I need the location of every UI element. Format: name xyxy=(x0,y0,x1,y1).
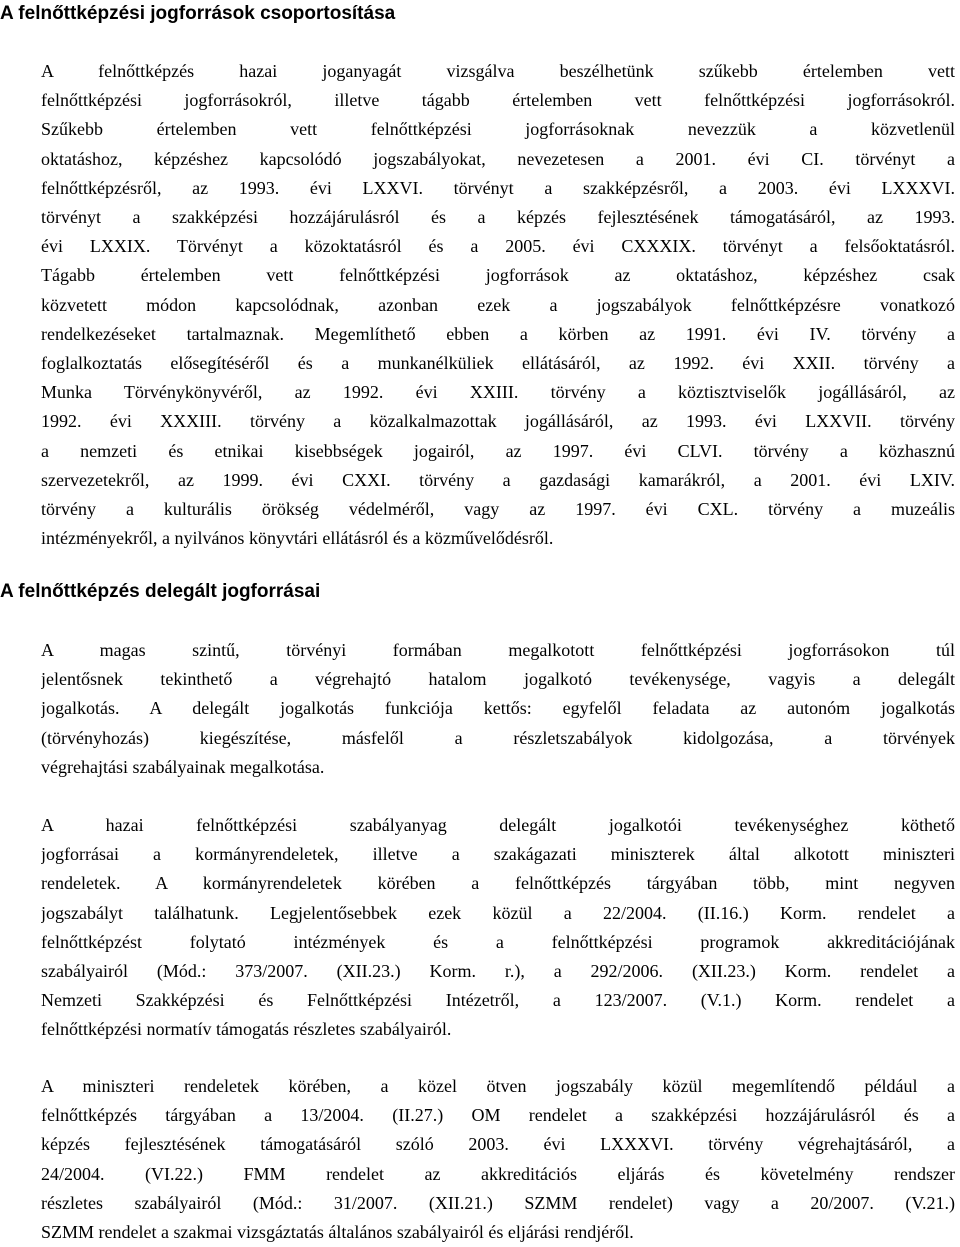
text-line: felnőttképzésről, az 1993. évi LXXVI. törvényt a szakképzésről, a 2003. évi LXXXVI. xyxy=(41,177,955,198)
text-line: felnőttképzést folytató intézmények és a felnőttképzési programok akkreditációjának xyxy=(41,931,955,952)
text-line: felnőttképzés tárgyában a 13/2004. (II.27.) OM rendelet a szakképzési hozzájárulásról és a xyxy=(41,1105,955,1126)
text-line: felnőttképzési normatív támogatás részletes szabályairól. xyxy=(41,1019,452,1040)
text-line: jogalkotás. A delegált jogalkotás funkciója kettős: egyfelől feladata az autonóm jogalkotás xyxy=(41,698,955,719)
text-line: Munka Törvénykönyvéről, az 1992. évi XXIII. törvény a köztisztviselők jogállásáról, az xyxy=(41,382,955,403)
text-line: a nemzeti és etnikai kisebbségek jogairól, az 1997. évi CLVI. törvény a közhasznú xyxy=(41,440,955,461)
text-line: jogforrásai a kormányrendeletek, illetve a szakágazati miniszterek által alkotott miniszteri xyxy=(41,844,955,865)
section-heading-delegated: A felnőttképzés delegált jogforrásai xyxy=(0,581,321,602)
paragraph-kormanyrendeletek xyxy=(41,811,955,1045)
text-line: intézményekről, a nyilvános könyvtári ellátásról és a közművelődésről. xyxy=(41,528,554,549)
text-line: A miniszteri rendeletek körében, a közel ötven jogszabály közül megemlítendő például a xyxy=(41,1076,955,1096)
text-line: Tágabb értelemben vett felnőttképzési jogforrások az oktatáshoz, képzéshez csak xyxy=(41,265,955,286)
text-line: közvetett módon kapcsolódnak, azonban ezek a jogszabályok felnőttképzésre vonatkozó xyxy=(41,294,955,315)
section-heading-groups: A felnőttképzési jogforrások csoportosítása xyxy=(0,3,396,24)
paragraph-jogforrasok-csoportositasa xyxy=(41,57,955,553)
text-line: Nemzeti Szakképzési és Felnőttképzési Intézetről, a 123/2007. (V.1.) Korm. rendelet a xyxy=(41,990,955,1011)
text-line: jelentősnek tekinthető a végrehajtó hatalom jogalkotó tevékenysége, vagyis a delegált xyxy=(41,669,955,690)
text-line: részletes szabályairól (Mód.: 31/2007. (XII.21.) SZMM rendelet) vagy a 20/2007. (V.21.) xyxy=(41,1192,955,1213)
text-line: szervezetekről, az 1999. évi CXXI. törvény a gazdasági kamarákról, a 2001. évi LXIV. xyxy=(41,469,955,490)
text-line: felnőttképzési jogforrásokról, illetve tágabb értelemben vett felnőttképzési jogforrásokról. xyxy=(41,90,955,111)
text-line: A felnőttképzés hazai joganyagát vizsgálva beszélhetünk szűkebb értelemben vett xyxy=(41,61,955,81)
text-line: SZMM rendelet a szakmai vizsgáztatás általános szabályairól és eljárási rendjéről. xyxy=(41,1222,634,1243)
text-line: jogszabályt találhatunk. Legjelentősebbek ezek közül a 22/2004. (II.16.) Korm. rendelet a xyxy=(41,902,955,923)
text-line: képzés fejlesztésének támogatásáról szóló 2003. évi LXXXVI. törvény végrehajtásáról, a xyxy=(41,1134,955,1155)
text-line: A hazai felnőttképzési szabályanyag delegált jogalkotói tevékenységhez köthető xyxy=(41,815,955,835)
text-line: oktatáshoz, képzéshez kapcsolódó jogszabályokat, nevezetesen a 2001. évi CI. törvényt a xyxy=(41,148,955,169)
text-line: évi LXXIX. Törvényt a közoktatásról és a 2005. évi CXXXIX. törvényt a felsőoktatásról. xyxy=(41,236,955,257)
text-line: A magas szintű, törvényi formában megalkotott felnőttképzési jogforrásokon túl xyxy=(41,640,955,660)
text-line: törvény a kulturális örökség védelméről, vagy az 1997. évi CXL. törvény a muzeális xyxy=(41,499,955,520)
text-line: foglalkoztatás elősegítéséről és a munkanélküliek ellátásáról, az 1992. évi XXII. törvény a xyxy=(41,353,955,374)
text-line: törvényt a szakképzési hozzájárulásról és a képzés fejlesztésének támogatásáról, az 1993. xyxy=(41,207,955,228)
text-line: 1992. évi XXXIII. törvény a közalkalmazottak jogállásáról, az 1993. évi LXXVII. törvény xyxy=(41,411,955,432)
paragraph-delegalt-jogalkotas xyxy=(41,636,955,782)
text-line: szabályairól (Mód.: 373/2007. (XII.23.) Korm. r.), a 292/2006. (XII.23.) Korm. rendelet a xyxy=(41,961,955,982)
text-line: (törvényhozás) kiegészítése, másfelől a részletszabályok kidolgozása, a törvények xyxy=(41,727,955,748)
text-line: végrehajtási szabályainak megalkotása. xyxy=(41,756,325,777)
paragraph-miniszteri-rendeletek xyxy=(41,1072,955,1247)
text-line: rendelkezéseket tartalmaznak. Megemlíthető ebben a körben az 1991. évi IV. törvény a xyxy=(41,323,955,344)
text-line: rendeletek. A kormányrendeletek körében a felnőttképzés tárgyában több, mint negyven xyxy=(41,873,955,894)
text-line: Szűkebb értelemben vett felnőttképzési jogforrásoknak nevezzük a közvetlenül xyxy=(41,119,955,140)
text-line: 24/2004. (VI.22.) FMM rendelet az akkreditációs eljárás és követelmény rendszer xyxy=(41,1163,955,1184)
